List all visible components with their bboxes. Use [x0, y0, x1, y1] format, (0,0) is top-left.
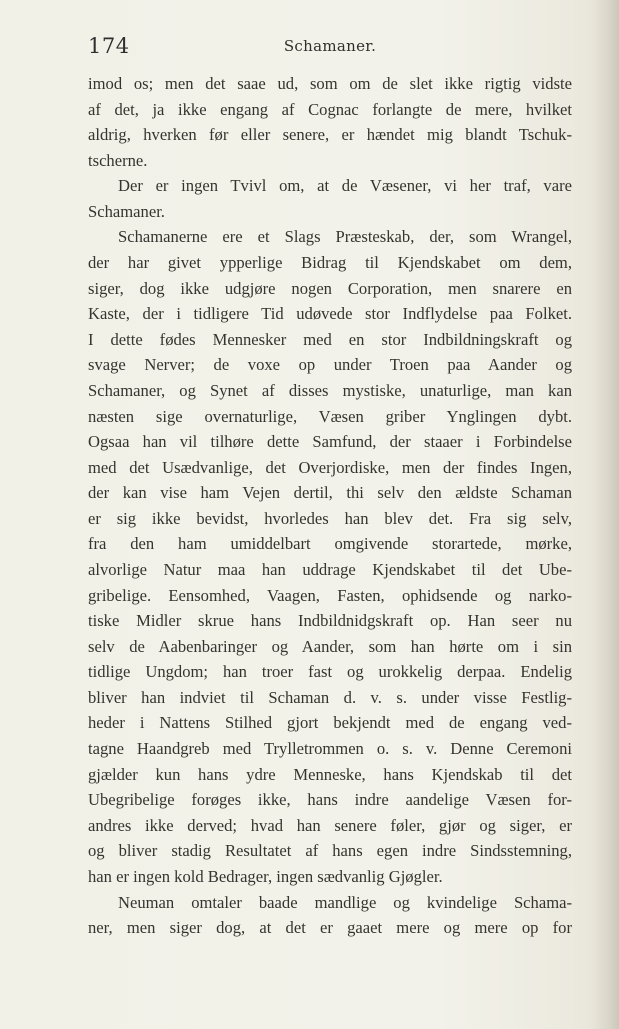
text-line: Kaste, der i tidligere Tid udøvede stor Indflydelse paa Folket.: [88, 304, 572, 324]
text-line: der kan vise ham Vejen dertil, thi selv den ældste Schaman: [88, 483, 572, 503]
text-line: han er ingen kold Bedrager, ingen sædvanlig Gjøgler.: [88, 866, 443, 886]
text-line: er sig ikke bevidst, hvorledes han blev det. Fra sig selv,: [88, 508, 572, 528]
text-line: bliver han indviet til Schaman d. v. s. under visse Festlig-: [88, 687, 572, 707]
page-number: 174: [88, 34, 130, 58]
text-line: imod os; men det saae ud, som om de slet ikke rigtig vidste: [88, 74, 572, 93]
text-line: selv de Aabenbaringer og Aander, som han hørte om i sin: [88, 636, 572, 656]
text-line: og bliver stadig Resultatet af hans egen indre Sindsstemning,: [88, 841, 572, 861]
text-line: tiske Midler skrue hans Indbildnidgskraft op. Han seer nu: [88, 611, 572, 631]
text-line: fra den ham umiddelbart omgivende storartede, mørke,: [88, 534, 572, 554]
text-line: Ubegribelige forøges ikke, hans indre aandelige Væsen for-: [88, 790, 572, 810]
text-line: Der er ingen Tvivl om, at de Væsener, vi her traf, vare: [118, 176, 572, 196]
text-line: af det, ja ikke engang af Cognac forlangte de mere, hvilket: [88, 99, 572, 119]
running-head: [88, 34, 572, 60]
text-line: Neuman omtaler baade mandlige og kvindelige Schama-: [118, 892, 572, 912]
text-line: alvorlige Natur maa han uddrage Kjendskabet til det Ube-: [88, 559, 572, 579]
text-line: siger, dog ikke udgjøre nogen Corporation, men snarere en: [88, 278, 572, 298]
text-line: Schamanerne ere et Slags Præsteskab, der, som Wrangel,: [118, 227, 572, 247]
text-line: gribelige. Eensomhed, Vaagen, Fasten, ophidsende og narko-: [88, 585, 572, 605]
text-line: med det Usædvanlige, det Overjordiske, men der findes Ingen,: [88, 457, 572, 477]
page-title: Schamaner.: [283, 37, 377, 55]
text-line: tscherne.: [88, 150, 148, 170]
text-line: tidlige Ungdom; han troer fast og urokkelig derpaa. Endelig: [88, 662, 572, 682]
text-line: Schamaner, og Synet af disses mystiske, unaturlige, man kan: [88, 380, 572, 400]
page-edge-shadow: [591, 0, 619, 1029]
text-line: I dette fødes Mennesker med en stor Indbildningskraft og: [88, 329, 572, 349]
text-line: andres ikke derved; hvad han senere føler, gjør og siger, er: [88, 815, 572, 835]
text-line: svage Nerver; de voxe op under Troen paa Aander og: [88, 355, 572, 375]
text-line: Schamaner.: [88, 201, 165, 221]
text-line: gjælder kun hans ydre Menneske, hans Kjendskab til det: [88, 764, 572, 784]
text-line: ner, men siger dog, at det er gaaet mere og mere op for: [88, 918, 572, 938]
text-line: tagne Haandgreb med Trylletrommen o. s. v. Denne Ceremoni: [88, 739, 572, 759]
text-line: der har givet ypperlige Bidrag til Kjendskabet om dem,: [88, 253, 572, 273]
text-line: næsten sige overnaturlige, Væsen griber Ynglingen dybt.: [88, 406, 572, 426]
body-text: [88, 71, 572, 941]
text-line: Ogsaa han vil tilhøre dette Samfund, der staaer i Forbindelse: [88, 432, 572, 452]
text-line: heder i Nattens Stilhed gjort bekjendt med de engang ved-: [88, 713, 572, 733]
text-line: aldrig, hverken før eller senere, er hændet mig blandt Tschuk-: [88, 125, 572, 145]
